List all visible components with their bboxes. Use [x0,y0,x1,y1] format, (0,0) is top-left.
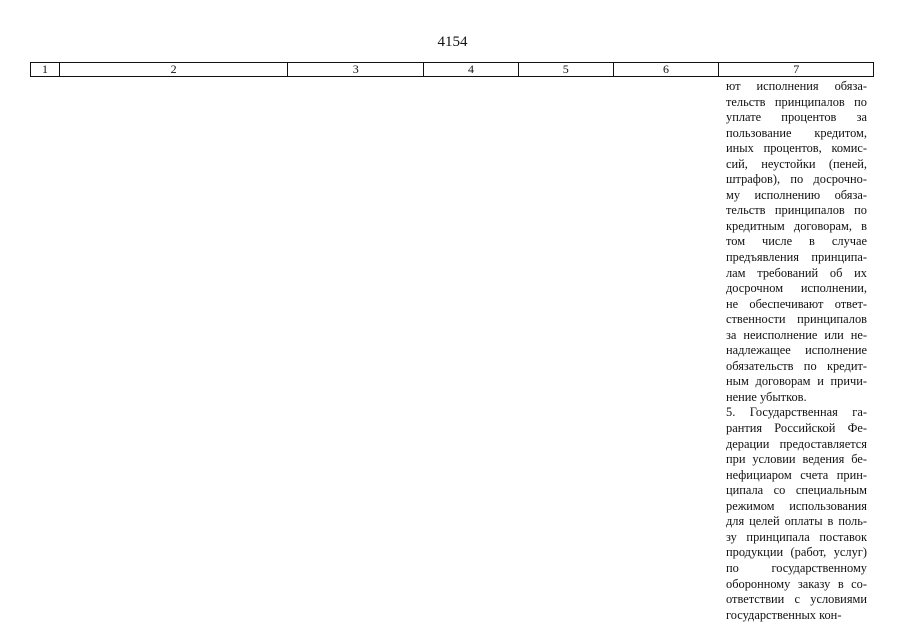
text-line: дерации предоставляется [726,436,867,451]
text-line: зу принципала поставок [726,529,867,544]
text-line: для целей оплаты в поль- [726,514,867,529]
text-line: ципала со специальным [726,483,867,498]
text-line: кредитным договорам, в [726,218,867,233]
column-header-2: 2 [60,63,288,76]
column-header-6: 6 [614,63,720,76]
column-7-text [726,79,867,623]
text-line: ным договорам и причи- [726,374,867,389]
text-line: не обеспечивают ответ- [726,296,867,311]
text-line: иных процентов, комис- [726,141,867,156]
table-header-row [30,62,874,77]
text-line: оборонному заказу в со- [726,576,867,591]
text-line: пользование кредитом, [726,125,867,140]
text-line: государственных кон- [726,607,842,622]
text-line: ственности принципалов [726,312,867,327]
text-line: по государственному [726,560,867,575]
column-header-1: 1 [31,63,60,76]
page-number: 4154 [437,34,468,50]
text-line: обязательств по кредит- [726,358,867,373]
column-header-4: 4 [424,63,519,76]
text-line: му исполнению обяза- [726,187,867,202]
text-line: лам требований об их [726,265,867,280]
text-line: режимом использования [726,498,867,513]
text-line: продукции (работ, услуг) [726,545,867,560]
text-line: досрочном исполнении, [726,281,867,296]
text-line: уплате процентов за [726,110,867,125]
text-line: 5. Государственная га- [726,405,867,420]
text-line: нение убытков. [726,389,807,404]
text-line: рантия Российской Фе- [726,421,867,436]
text-line: надлежащее исполнение [726,343,867,358]
text-line: при условии ведения бе- [726,452,867,467]
text-line: нефициаром счета прин- [726,467,867,482]
text-line: тельств принципалов по [726,94,867,109]
text-line: предъявления принципа- [726,250,867,265]
text-line: тельств принципалов по [726,203,867,218]
text-line: том числе в случае [726,234,867,249]
column-header-5: 5 [519,63,614,76]
text-line: ют исполнения обяза- [726,79,867,93]
text-line: за неисполнение или не- [726,327,867,342]
text-line: ответствии с условиями [726,592,867,607]
column-header-3: 3 [288,63,424,76]
text-line: штрафов), по досрочно- [726,172,867,187]
column-header-7: 7 [793,62,800,76]
text-line: сий, неустойки (пеней, [726,156,867,171]
